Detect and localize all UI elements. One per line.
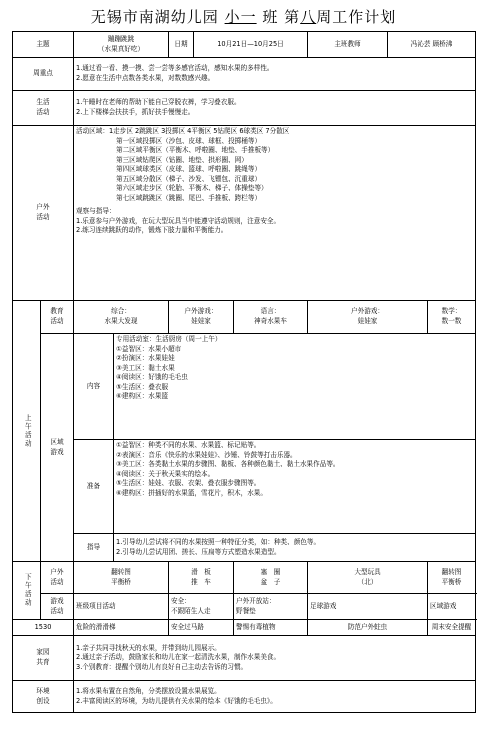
afternoon-outdoor-col xyxy=(428,562,476,594)
edu-label xyxy=(41,301,74,334)
content-label: 内容 xyxy=(74,334,114,440)
family-line: 3.个别教育：提醒个别幼儿有良好自己主动去告诉的习惯。 xyxy=(76,662,248,671)
afternoon-game-col xyxy=(169,594,234,620)
life-line: 2.上下楼梯会扶扶手，抓好扶手慢慢走。 xyxy=(76,108,195,116)
afternoon-outdoor-label-1: 户外 xyxy=(50,567,64,576)
afternoon-game-line1: 区域游戏 xyxy=(430,601,457,610)
afternoon-outdoor-label xyxy=(41,562,74,594)
afternoon-outdoor-line1: 塞 圈 xyxy=(260,567,281,576)
edu-label-1: 教育 xyxy=(50,307,64,316)
safety-col: 防范户外蛀虫 xyxy=(308,620,428,636)
edu-col-value: 娃娃家 xyxy=(357,317,378,325)
area-label-1: 区域 xyxy=(50,437,64,446)
afternoon-game-line1: 班级项目活动 xyxy=(76,601,116,610)
area-content xyxy=(114,334,476,440)
area-content-line: ③美工区：黏土水果 xyxy=(116,363,175,372)
edu-col-title: 户外游戏： xyxy=(184,307,218,316)
edu-col xyxy=(169,301,234,334)
outdoor-areas: 活动区域：1走步区 2跳跳区 3投掷区 4平衡区 5钻爬区 6球类区 7分散区 xyxy=(76,127,290,135)
area-content-line: ⑥建构区：水果篮 xyxy=(116,392,169,401)
life-label-2: 活动 xyxy=(36,108,50,116)
afternoon-game-label xyxy=(41,594,74,620)
afternoon-outdoor-line2: 平衡桥 xyxy=(441,577,462,586)
edu-col-value: 数一数 xyxy=(441,317,462,325)
area-content-line: ④阅读区：好饿的毛毛虫 xyxy=(116,373,188,382)
morning-label xyxy=(13,301,41,562)
outdoor-zone: 第四区域球类区（皮球、篮球、呼啦圈、跳绳等） xyxy=(116,165,262,174)
afternoon-game-col xyxy=(234,594,308,620)
prep-label: 准备 xyxy=(74,440,114,534)
environment-line: 2.丰富阅读区的环境，为幼儿提供有关水果的绘本《好饿的毛毛虫》。 xyxy=(76,696,277,705)
safety-col: 周末安全提醒 xyxy=(428,620,476,636)
week-suffix: 周工作计划 xyxy=(316,8,397,26)
family-content xyxy=(74,636,476,681)
outdoor-label-1: 户外 xyxy=(36,203,50,212)
safety-label: 1530 xyxy=(13,620,74,636)
afternoon-outdoor-line2: （北） xyxy=(357,577,378,586)
prep-line: ⑥建构区：拼插好的水果篮，雪花片，积木，水果。 xyxy=(116,488,267,497)
edu-col-value: 娃娃家 xyxy=(191,317,211,325)
edu-col-title: 户外游戏： xyxy=(351,307,384,316)
afternoon-outdoor-line1: 翻转图 xyxy=(441,567,462,576)
area-content-line: ②扮演区：水果娃娃 xyxy=(116,354,175,363)
outdoor-zone: 第五区域分散区（梯子、沙发、飞镖包、沉重球） xyxy=(116,174,262,183)
afternoon-outdoor-line2: 推 车 xyxy=(191,577,211,586)
weekly-plan-table xyxy=(12,31,476,713)
environment-line: 1.将水果布置在自然角，分类摆放设置水果展览。 xyxy=(76,686,221,695)
afternoon-outdoor-line2: 盆 子 xyxy=(260,577,281,586)
afternoon-game-col xyxy=(74,594,169,620)
area-label xyxy=(41,334,74,562)
family-label xyxy=(13,636,74,681)
school-name: 无锡市南湖幼儿园 xyxy=(90,8,219,26)
edu-col xyxy=(234,301,308,334)
afternoon-game-line2: 不跟陌生人走 xyxy=(171,606,211,615)
life-label xyxy=(13,91,74,126)
prep-line: ③美工区：各类黏土水果的步骤图、黏板、各种颜色黏土、黏土水果作品等。 xyxy=(116,460,340,469)
outdoor-observe-line: 1.乐意参与户外游戏，在玩大型玩具当中能遵守活动规则，注意安全。 xyxy=(76,216,281,225)
afternoon-outdoor-line1: 翻转图 xyxy=(111,567,131,576)
focus-label: 周重点 xyxy=(13,58,74,91)
outdoor-zone: 第三区域钻爬区（钻圈、地垫、拱形圈、网） xyxy=(116,155,248,164)
afternoon-outdoor-col xyxy=(308,562,428,594)
date-value: 10月21日—10月25日 xyxy=(194,32,308,58)
teacher-label: 主班教师 xyxy=(308,32,388,58)
edu-col-value: 水果大发现 xyxy=(104,317,138,325)
area-label-2: 游戏 xyxy=(50,447,64,456)
afternoon-game-line1: 足球游戏 xyxy=(310,601,337,610)
week-prefix: 第 xyxy=(284,8,301,26)
guide-content xyxy=(114,534,476,562)
focus-line: 2.愿意在生活中点数各类水果，对数数感兴趣。 xyxy=(76,74,215,82)
guide-label: 指导 xyxy=(74,534,114,562)
afternoon-outdoor-col xyxy=(74,562,169,594)
life-content xyxy=(74,91,476,126)
prep-line: ②表演区：音乐《快乐的水果娃娃》、沙锤、铃鼓等打击乐器。 xyxy=(116,450,297,459)
family-label-2: 共育 xyxy=(36,658,50,666)
class-label: 班 xyxy=(262,8,279,26)
prep-line: ⑤生活区：娃娃、衣服、衣架、叠衣服步骤图等。 xyxy=(116,479,261,488)
edu-col-value: 神奇水果车 xyxy=(254,317,287,325)
area-content-line: ①益智区：水果小超市 xyxy=(116,344,182,353)
outdoor-label-2: 活动 xyxy=(36,213,50,221)
outdoor-zone: 第六区域走步区（轮胎、平衡木、梯子、体操垫等） xyxy=(116,184,268,193)
environment-label xyxy=(13,681,74,713)
edu-col xyxy=(74,301,169,334)
afternoon-game-col xyxy=(308,594,428,620)
outdoor-zone: 第二区域平衡区（平衡木、呼啦圈、地垫、手推板等） xyxy=(116,146,275,155)
afternoon-outdoor-line1: 大型玩具 xyxy=(354,567,381,576)
afternoon-game-line1: 安全： xyxy=(171,596,191,605)
guide-line: 2.引导幼儿尝试用团、搓长、压扁等方式塑造水果造型。 xyxy=(116,547,281,556)
afternoon-outdoor-line2: 平衡桥 xyxy=(111,577,131,586)
edu-label-2: 活动 xyxy=(50,317,64,325)
prep-line: ④阅读区：关于秋天果实的绘本。 xyxy=(116,469,215,478)
outdoor-zone: 第一区域投掷区（沙包、皮球、球框、投掷桶等） xyxy=(116,136,262,145)
environment-content xyxy=(74,681,476,713)
edu-col-title: 数学： xyxy=(441,307,462,316)
edu-col-title: 语言： xyxy=(260,307,281,316)
outdoor-observe-title: 观察与指导： xyxy=(76,207,116,216)
morning-label-text: 上午活动 xyxy=(23,413,32,449)
afternoon-game-label-1: 游戏 xyxy=(50,596,64,605)
prep-line: ①益智区：种类不同的水果、水果篮、标记贴等。 xyxy=(116,441,261,449)
life-label-1: 生活 xyxy=(36,98,50,107)
environment-label-2: 创设 xyxy=(36,696,50,705)
afternoon-outdoor-col xyxy=(169,562,234,594)
outdoor-observe-line: 2.练习连续跳跃的动作，锻炼下肢力量和平衡能力。 xyxy=(76,226,228,235)
afternoon-outdoor-col xyxy=(234,562,308,594)
theme-value-line-2: （水果真好吃） xyxy=(97,44,145,53)
week-value: 八 xyxy=(300,8,317,26)
family-line: 1.亲子共同寻找秋天的水果，并带到幼儿园展示。 xyxy=(76,643,221,652)
afternoon-outdoor-label-2: 活动 xyxy=(50,577,64,586)
guide-line: 1.引导幼儿尝试将不同的水果按照一种特征分类，如：种类、颜色等。 xyxy=(116,537,321,546)
environment-label-1: 环境 xyxy=(36,686,50,695)
focus-content xyxy=(74,58,476,91)
family-line: 2.通过亲子活动，鼓励家长和幼儿在家一起清洗水果，制作水果美食。 xyxy=(76,653,281,662)
edu-col xyxy=(428,301,476,334)
teacher-value: 冯沁芸 顾桥沸 xyxy=(388,32,476,58)
area-content-line: 专用活动室：生活厨房（周一上午） xyxy=(116,335,222,343)
afternoon-label-text: 下午活动 xyxy=(23,573,32,608)
safety-col: 警惕有毒植物 xyxy=(234,620,308,636)
class-value: 小一 xyxy=(224,8,257,26)
safety-col: 安全过马路 xyxy=(169,620,234,636)
area-content-line: ⑤生活区：叠衣服 xyxy=(116,382,169,391)
afternoon-label xyxy=(13,562,41,620)
page-title xyxy=(0,6,487,27)
outdoor-content xyxy=(74,126,476,301)
life-line: 1.午睡时在老师的帮助下能自己穿脱衣裤，学习叠衣服。 xyxy=(76,98,241,107)
edu-col xyxy=(308,301,428,334)
focus-line: 1.通过看一看、摸一摸、尝一尝等多感官活动，感知水果的多样性。 xyxy=(76,64,274,73)
afternoon-game-line1: 户外开放站： xyxy=(236,596,276,605)
theme-label: 主题 xyxy=(13,32,74,58)
outdoor-zone: 第七区域跳跳区（跳圈、尾巴、手推板、跨栏等） xyxy=(116,193,262,202)
theme-value xyxy=(74,32,169,58)
prep-content xyxy=(114,440,476,534)
afternoon-game-line2: 野餐垫 xyxy=(236,606,256,615)
afternoon-game-label-2: 活动 xyxy=(50,606,64,615)
date-label: 日期 xyxy=(169,32,194,58)
theme-value-line-1: 蹦蹦跳跳 xyxy=(107,34,135,43)
family-label-1: 家园 xyxy=(36,648,50,657)
edu-col-title: 综合： xyxy=(111,307,131,316)
afternoon-game-col xyxy=(428,594,476,620)
afternoon-outdoor-line1: 滑 板 xyxy=(191,567,211,576)
safety-col: 危险的滑滑梯 xyxy=(74,620,169,636)
outdoor-label xyxy=(13,126,74,301)
